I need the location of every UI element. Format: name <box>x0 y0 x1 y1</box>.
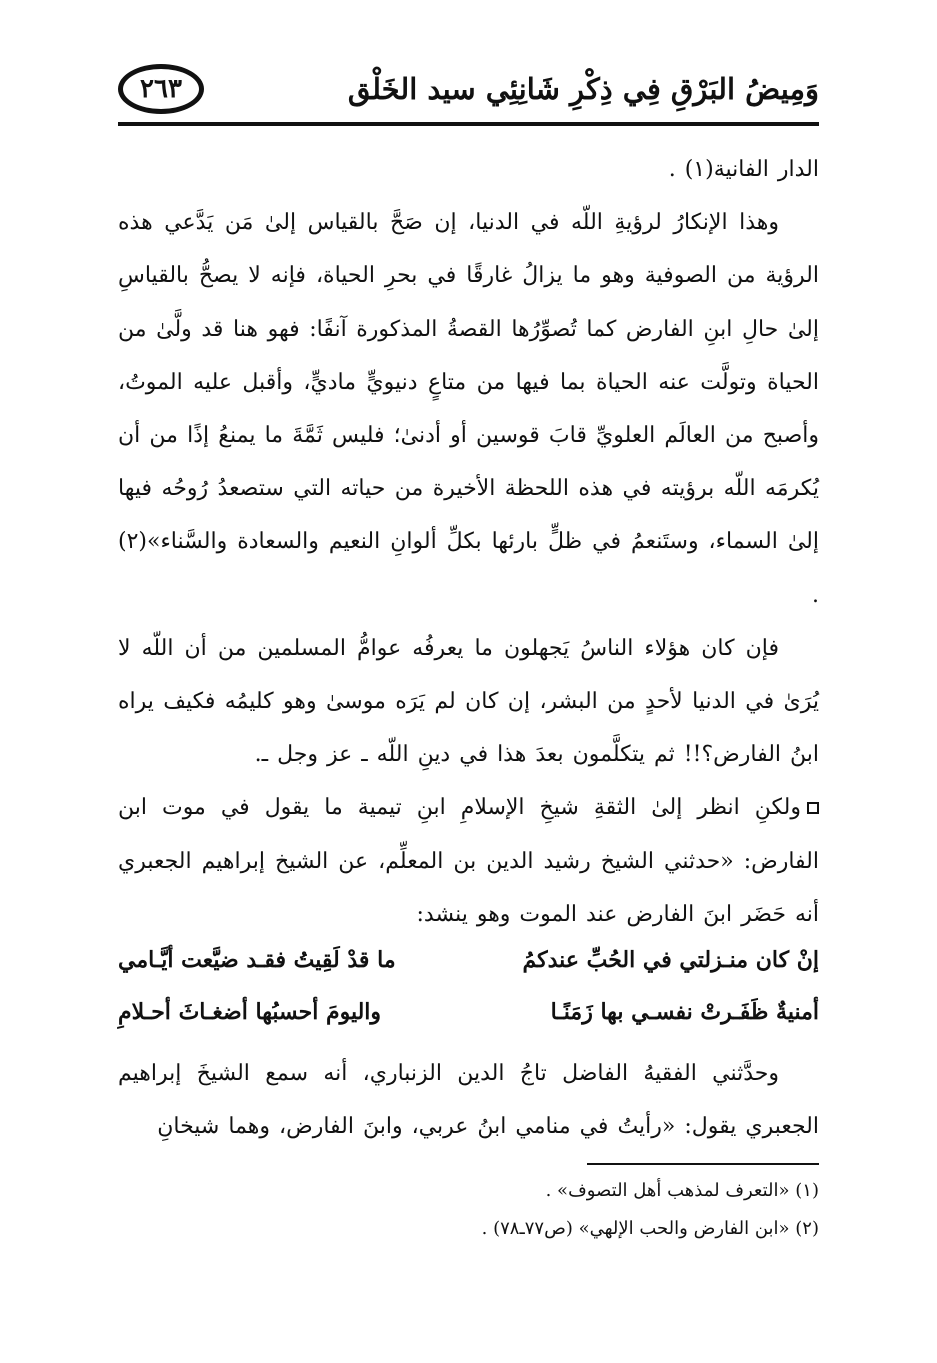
paragraph-2: وهذا الإنكارُ لرؤيةِ اللّه في الدنيا، إن صَحَّ بالقياس إلىٰ مَن يَدَّعي هذه الرؤية من الصوفية وهو ما يزالُ غارقًا في بحرِ الحياة، فإنه لا يصحُّ بالقياسِ إلىٰ حالِ ابنِ الفارض كما تُصوِّرُها القصةُ المذكورة آنفًا: فهو هنا قد ولَّىٰ من الحياة وتولَّت عنه الحياة بما فيها من متاعٍ دنيويٍّ ماديٍّ، وأقبل عليه الموتُ، وأصبح من العالَم العلويِّ قابَ قوسين أو أدنىٰ؛ فليس ثَمَّةَ ما يمنعُ إذًا من أن يُكرمَه اللّه برؤيته في هذه اللحظة الأخيرة من حياته التي ستصعدُ رُوحُه فيها إلىٰ السماء، وستَنعمُ في ظلٍّ بارئها بكلِّ ألوانِ النعيم والسعادة والسَّناء»(٢) . <box>118 210 819 608</box>
paragraph-4-text: ولكنِ انظر إلىٰ الثقةِ شيخِ الإسلامِ ابنِ تيمية ما يقول في موت ابن الفارض: «حدثني الشيخ رشيد الدين بن المعلِّم، عن الشيخ إبراهيم الجعبري أنه حَضَر ابنَ الفارض عند الموت وهو ينشد: <box>118 795 819 927</box>
verse-1-first-hemistich: إنْ كان منـزلتي في الحُبِّ عندكمُ <box>522 947 819 974</box>
footnote-1: (١) «التعرف لمذهب أهل التصوف» . <box>545 1180 819 1201</box>
main-text <box>118 143 819 1153</box>
paragraph-3: فإن كان هؤلاء الناسُ يَجهلون ما يعرفُه عوامُّ المسلمين من أن اللّه لا يُرَىٰ في الدنيا لأحدٍ من البشر، إن كان لم يَرَه موسىٰ وهو كليمُه فكيف يراه ابنُ الفارض؟!! ثم يتكلَّمون بعدَ هذا في دينِ اللّه ـ عز وجل ـ. <box>118 635 819 768</box>
footnotes <box>118 1172 819 1248</box>
paragraph-5: وحدَّثني الفقيهُ الفاضل تاجُ الدين الزنباري، أنه سمع الشيخَ إبراهيم الجعبري يقول: «رأيتُ في منامي ابنُ عربي، وابنَ الفارض، وهما شيخانِ <box>118 1061 819 1140</box>
paragraph-4 <box>118 781 819 941</box>
poem-verses <box>118 941 819 1047</box>
square-bullet-icon <box>807 802 819 814</box>
running-title: وَمِيضُ البَرْقِ فِي ذِكْرِ شَانِئِي سيد الخَلْق <box>347 72 819 106</box>
verse-2-second-hemistich: واليومَ أحسبُها أضغـاثَ أحـلامِ <box>118 999 382 1026</box>
paragraph-1: الدار الفانية(١) . <box>668 157 819 182</box>
verse-1-second-hemistich: ما قدْ لَقِيتُ فقـد ضيَّعت أيَّـامي <box>118 947 396 974</box>
verse-2-first-hemistich: أمنيةٌ ظَفَـرتْ نفسـي بها زَمَنًـا <box>550 999 819 1026</box>
footnote-divider <box>587 1163 819 1165</box>
page-number: ٢٦٣ <box>118 64 204 114</box>
running-header <box>118 58 819 122</box>
header-divider <box>118 122 819 126</box>
footnote-2: (٢) «ابن الفارض والحب الإلهي» (ص٧٧ـ٧٨) . <box>481 1218 819 1239</box>
